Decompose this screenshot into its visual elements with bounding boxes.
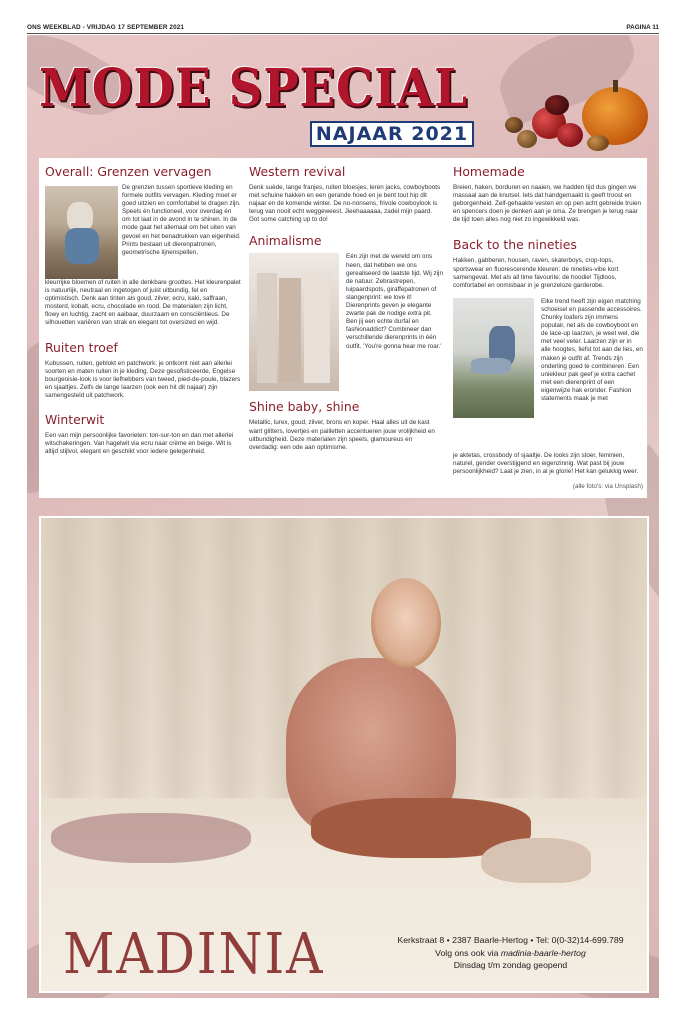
text-homemade: Breien, haken, borduren en naaien, we hadden tijd dus gingen we massaal aan de knutsel. Iets dat handgemaakt is geeft troost en geborgenheid. Zelf-gehaakte vesten en op pen acht gebreide truien en spencers doen je denken aan je oma. Ze brengen je terug naar de tijd toen alles nog niet zo ingewikkeld was. [453, 184, 641, 224]
text-overall-full: kleurrijke bloemen of ruiten in alle denkbare groottes. Het kleurenpalet is natuurlijk, neutraal en ingetogen of juist uitbundig, fel en optimistisch. Denk aan tinten als goud, zilver, ecru, kaki, saffraan, mosterd, kobalt, ecru, chocolade en rood. De materialen zijn licht, flowy en luchtig, zacht en aaibaar, duurzaam en consciëntieus. De silhouetten variëren van strak en elegant tot oversized en wijd. [45, 279, 241, 327]
text-ruiten: Kubussen, ruiten, geblokt en patchwork: je ontkomt niet aan allerlei soorten en maten ruiten in je kleding. Deze gesofisticeerde, Engelse bourgeoisie-look is voor liefhebbers van tweed, pied-de-poule, blazers en sjaaltjes. Zelfs de lange laarzen (ook een hit dit najaar) zijn samengesteld uit patchwork. [45, 359, 241, 399]
photo-jeans [471, 358, 511, 374]
text-animalisme: Eén zijn met de wereld om ons heen, dat hebben we ons gerealiseerd de laatste tijd. Wij zijn de natuur. Zebrastrepen, luipaardspots, giraffepatronen of slangenprint: we love it! Dierenprints geven je elegante zwarte pak de nodige extra pit. Ben jij een echte durfal en fashionaddict? Combineer dan verschillende dierenprints in één outfit. 'You're gonna hear me roar.' [346, 253, 443, 350]
heading-winterwit: Winterwit [45, 412, 105, 428]
heading-ruiten: Ruiten troef [45, 339, 118, 355]
advertiser-hours: Dinsdag t/m zondag geopend [453, 960, 568, 970]
nineties-block [453, 296, 643, 452]
photo-credit: (alle foto's: via Unsplash) [572, 483, 643, 491]
heading-western: Western revival [249, 164, 346, 179]
apple-icon [545, 95, 569, 115]
heading-overall: Overall: Grenzen vervagen [45, 164, 212, 179]
advertiser-web [383, 947, 638, 960]
page-number: PAGINA 11 [626, 24, 659, 31]
madinia-logo: MADINIA [63, 922, 325, 987]
photo-garment [257, 273, 277, 383]
pumpkin-stem-icon [613, 80, 618, 92]
text-winterwit: Een van mijn persoonlijke favorieten: ton-sur-ton en dan met allerlei witschakeringen. Van hagelwit via ecru naar crème en beige. Wit is altijd stijlvol, elegant en geschikt voor iedere gelegenheid. [45, 432, 234, 456]
heading-shine: Shine baby, shine [249, 399, 360, 415]
newspaper-header [27, 22, 659, 34]
heading-nineties: Back to the nineties [453, 237, 577, 253]
nut-icon [587, 135, 609, 151]
page-background [27, 35, 659, 998]
text-western: Denk suède, lange franjes, ruiten bloesjes, leren jacks, cowboyboots met schuine hakken en een gerande hoed en je bent tout hip dit najaar en de komende winter. De no-nonsens, frivole cowboylook is terug van nooit echt weggeweest. Jieehaaaaaa, zadel mijn paard. Got some catching up to do! [249, 184, 441, 224]
photo-woman-sitting [45, 186, 118, 279]
text-nineties-full: je aktetas, crossbody of sjaaltje. De looks zijn stoer, feminien, naturel, gender overstijgend en eigenzinnig. Wat past bij jouw persoonlijkheid? Laat je zien, in al je glorie! Het kan gelukkig weer. [453, 451, 639, 476]
photo-clothes-rack [249, 253, 339, 391]
nut-icon [517, 130, 537, 148]
advertiser-info [383, 934, 638, 972]
text-nineties-intro: Hakken, gabberen, housen, raven, skaterboys, crop-tops, sportswear en fluorescerende kleuren: de nineties-vibe kort samengevat. Met als all time favourite: de hoodie! Tijdloos, comfortabel en onmisbaar in je grenzeloze garderobe. [453, 257, 619, 289]
chestnut-icon [505, 117, 523, 133]
najaar-subtitle: NAJAAR 2021 [310, 121, 474, 147]
text-shine: Metallic, lurex, goud, zilver, brons en koper. Haal alles uit de kast want glitters, lovertjes en pailletten accentueren jouw vrolijkheid en uitbundigheid. Deze materialen zijn speels, glamoureus en overdadig: een ode aan optimisme. [249, 419, 435, 451]
photo-scarf [51, 813, 251, 863]
advertiser-address: Kerkstraat 8 • 2387 Baarle-Hertog • Tel: 0(0-32)14-699.789 [397, 935, 624, 945]
heading-animalisme: Animalisme [249, 233, 322, 249]
mode-special-title: MODE SPECIAL [39, 58, 468, 119]
newspaper-date-line: ONS WEEKBLAD - VRIJDAG 17 SEPTEMBER 2021 [27, 24, 185, 31]
text-overall-wrap: De grenzen tussen sportieve kleding en formele outfits vervagen. Kleding moet er goed uitzien en comfortabel te dragen zijn. Speels én functioneel, voor overdag én om tot laat in de avond in te shinen. In de mode gaat het allemaal om het uiten van gevoel en het benadrukken van eigenheid. Prints bestaan uit dierenpatronen, geometrische lijnenspellen, [122, 184, 241, 256]
photo-man-sitting [453, 298, 534, 418]
photo-garment [304, 271, 330, 383]
photo-model-head [371, 578, 441, 668]
animalisme-block [249, 253, 443, 399]
photo-garment [279, 278, 301, 383]
photo-model-sneaker [481, 838, 591, 883]
apple-icon [557, 123, 583, 147]
text-nineties-wrap: Elke trend heeft zijn eigen matching schoeisel en passende accessoires. Chunky loafers zijn immens populair, net als de cowboyboot en de lace-up laarzen, je weet wel, die met veel veter. Laarzen zijn er in alle hoogtes, liefst tot aan de lies, en maken je outfit af. Trends zijn onderling goed te combineren. Een uniekleur pak geef je extra cachet met een dierenprint of een eigenwijze hak eronder. Fashion statements maak je met [541, 297, 643, 402]
column-left [45, 164, 241, 456]
column-right [453, 164, 643, 491]
advertiser-web-prefix: Volg ons ook via [435, 947, 501, 958]
column-middle [249, 164, 443, 452]
advertiser-web-handle: madinia-baarle-hertog [500, 947, 586, 958]
article-content [39, 158, 647, 498]
photo-jeans [65, 228, 99, 264]
heading-homemade: Homemade [453, 164, 525, 179]
